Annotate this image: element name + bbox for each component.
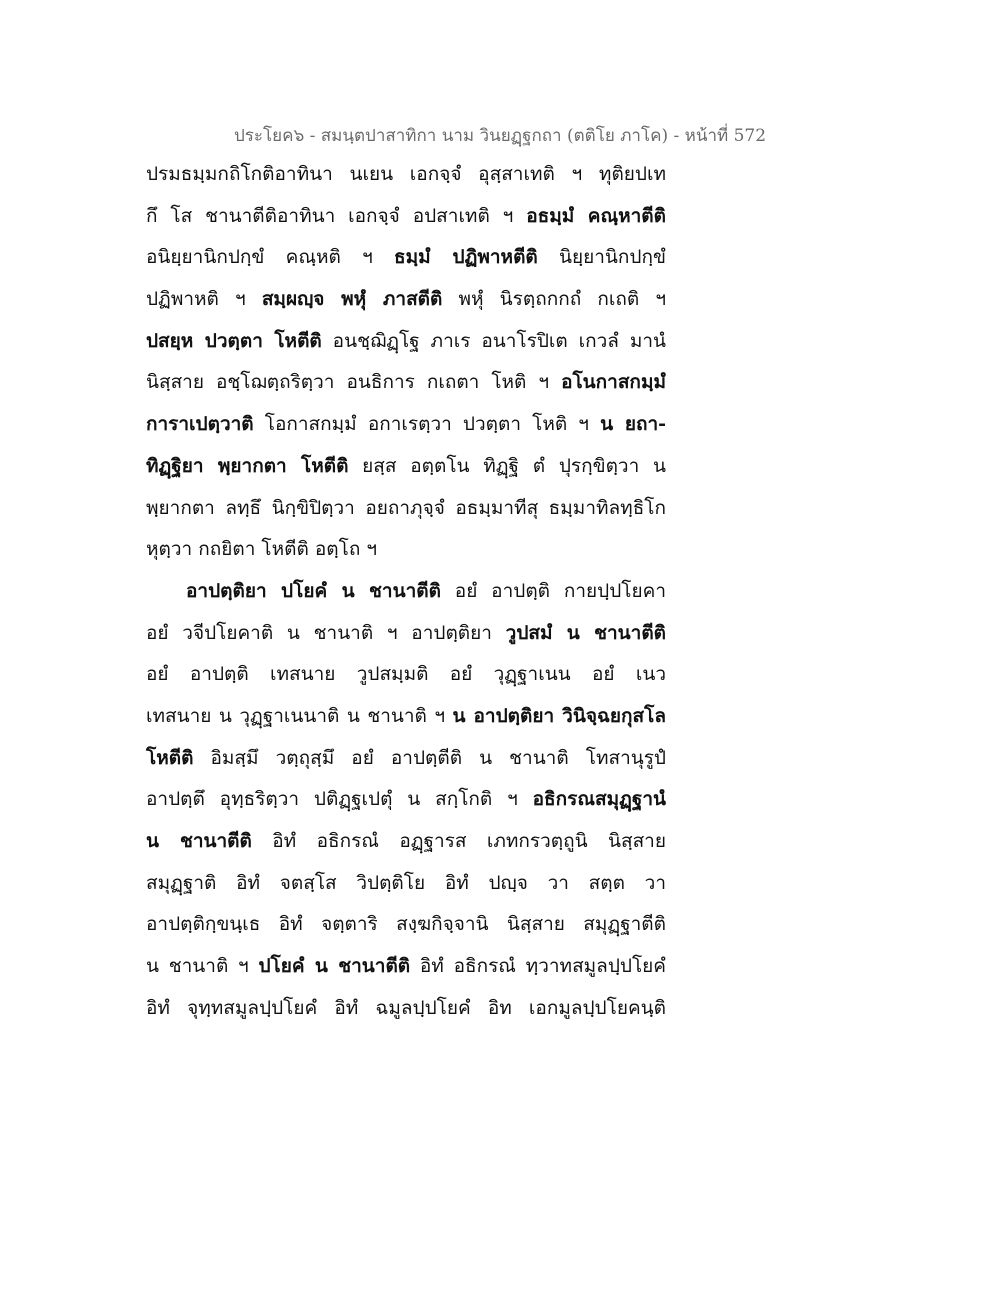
- text-segment: น ชานาติ ฯ: [146, 955, 259, 978]
- bold-term: ปโยคํ น ชานาตีติ: [258, 955, 411, 978]
- text-line: [146, 698, 666, 740]
- text-line: [146, 448, 666, 490]
- bold-term: โหตีติ: [146, 746, 194, 769]
- text-line: [146, 198, 666, 240]
- text-segment: อนิยฺยานิกปกฺขํ คณฺหติ ฯ: [146, 246, 395, 269]
- bold-term: อาปตฺติยา ปโยคํ น ชานาตีติ: [186, 579, 441, 602]
- text-segment: สมุฏฺฐาติ อิทํ จตสฺโส วิปตฺติโย อิทํ ปญฺจ วา สตฺต วา: [146, 871, 666, 894]
- bold-term: น อาปตฺติยา วินิจฺฉยกุสโล: [452, 704, 666, 727]
- text-segment: ปฏิพาหติ ฯ: [146, 288, 262, 311]
- bold-term: ทิฏฺฐิยา พฺยากตา โหตีติ: [146, 454, 349, 477]
- bold-term: อธมฺมํ คณฺหาตีติ: [526, 204, 666, 227]
- bold-term: น ชานาตีติ: [146, 830, 252, 852]
- text-line: [146, 948, 666, 990]
- text-segment: อิทํ อธิกรณํ ทฺวาทสมูลปฺปโยคํ: [410, 955, 666, 978]
- text-segment: นิยฺยานิกปกฺขํ: [537, 246, 666, 269]
- text-line: [146, 906, 666, 948]
- text-segment: อยํ วจีปโยคาติ น ชานาติ ฯ อาปตฺติยา: [146, 621, 506, 644]
- bold-term: น ยถา-: [600, 413, 667, 436]
- text-line: [146, 281, 666, 323]
- text-segment: อิทํ จุทฺทสมูลปฺปโยคํ อิทํ ฉมูลปฺปโยคํ อิท เอกมูลปฺปโยคนฺติ: [146, 996, 666, 1019]
- text-segment: ปรมธมฺมกถิโกติอาทินา นเยน เอกจฺจํ อุสฺสาเทติ ฯ ทุติยปเท: [146, 163, 666, 185]
- text-segment: อาปตฺติกฺขนฺเธ อิทํ จตฺตาริ สงฺฆกิจฺจานิ นิสฺสาย สมุฏฺฐาตีติ: [146, 913, 666, 936]
- text-line: [146, 823, 666, 865]
- bold-term: อธิกรณสมุฏฺฐานํ: [532, 788, 666, 811]
- text-line: [146, 323, 666, 365]
- text-line: [146, 990, 666, 1032]
- text-segment: เทสนาย น วุฏฺฐาเนนาติ น ชานาติ ฯ: [146, 704, 453, 727]
- text-segment: พฺยากตา ลทฺธึ นิกฺขิปิตฺวา อยถาภุจฺจํ อธมฺมาทีสุ ธมฺมาทิลทฺธิโก: [146, 496, 666, 519]
- text-segment: นิสฺสาย อชฺโฌตฺถริตฺวา อนธิการ กเถตา โหติ ฯ: [146, 371, 562, 394]
- text-segment: อิทํ อธิกรณํ อฏฺฐารส เภทกรวตฺถูนิ นิสฺสาย: [251, 830, 666, 852]
- text-line: [146, 740, 666, 782]
- text-segment: หุตฺวา กถยิตา โหตีติ อตฺโถ ฯ: [146, 538, 378, 561]
- text-segment: อยํ อาปตฺติ กายปฺปโยคา: [440, 579, 666, 602]
- text-line: [146, 490, 666, 532]
- body-text: [146, 156, 666, 1031]
- bold-term: สมฺผญฺจ พหุํ ภาสตีติ: [261, 288, 443, 311]
- text-line: [146, 364, 666, 406]
- page-header: [0, 122, 1000, 149]
- bold-term: อโนกาสกมฺมํ: [561, 371, 666, 394]
- text-segment: อิมสฺมึ วตฺถุสฺมึ อยํ อาปตฺตีติ น ชานาติ โทสานุรูปํ: [193, 746, 666, 769]
- text-segment: อาปตฺตึ อุทฺธริตฺวา ปติฏฺฐเปตุํ น สกฺโกติ ฯ: [146, 788, 533, 811]
- text-line: [146, 406, 666, 448]
- text-line: [146, 656, 666, 698]
- text-line: [146, 239, 666, 281]
- bold-term: วูปสมํ น ชานาตีติ: [505, 621, 666, 644]
- page-header-text: ประโยค๖ - สมนฺตปาสาทิกา นาม วินยฏฺฐกถา (ตติโย ภาโค) - หน้าที่ 572: [233, 126, 767, 146]
- text-line: [146, 531, 666, 573]
- text-segment: อยํ อาปตฺติ เทสนาย วูปสมฺมติ อยํ วุฏฺฐาเนน อยํ เนว: [146, 663, 666, 686]
- text-line: [146, 615, 666, 657]
- text-segment: พหุํ นิรตฺถกกถํ กเถติ ฯ: [442, 288, 667, 311]
- text-line: [146, 781, 666, 823]
- text-segment: กึ โส ชานาตีติอาทินา เอกจฺจํ อปสาเทติ ฯ: [146, 204, 527, 227]
- text-line: [146, 156, 666, 198]
- text-segment: อนชฺฌิฏฺโฐ ภาเร อนาโรปิเต เกวลํ มานํ: [321, 329, 667, 352]
- bold-term: ธมฺมํ ปฏิพาหตีติ: [394, 246, 538, 269]
- text-line: [146, 573, 666, 615]
- bold-term: ปสยฺห ปวตฺตา โหตีติ: [146, 329, 322, 352]
- text-segment: โอกาสกมฺมํ อกาเรตฺวา ปวตฺตา โหติ ฯ: [253, 413, 601, 436]
- bold-term: การาเปตฺวาติ: [146, 413, 254, 436]
- text-segment: ยสฺส อตฺตโน ทิฏฺฐิ ตํ ปุรกฺขิตฺวา น: [348, 454, 666, 477]
- text-line: [146, 865, 666, 907]
